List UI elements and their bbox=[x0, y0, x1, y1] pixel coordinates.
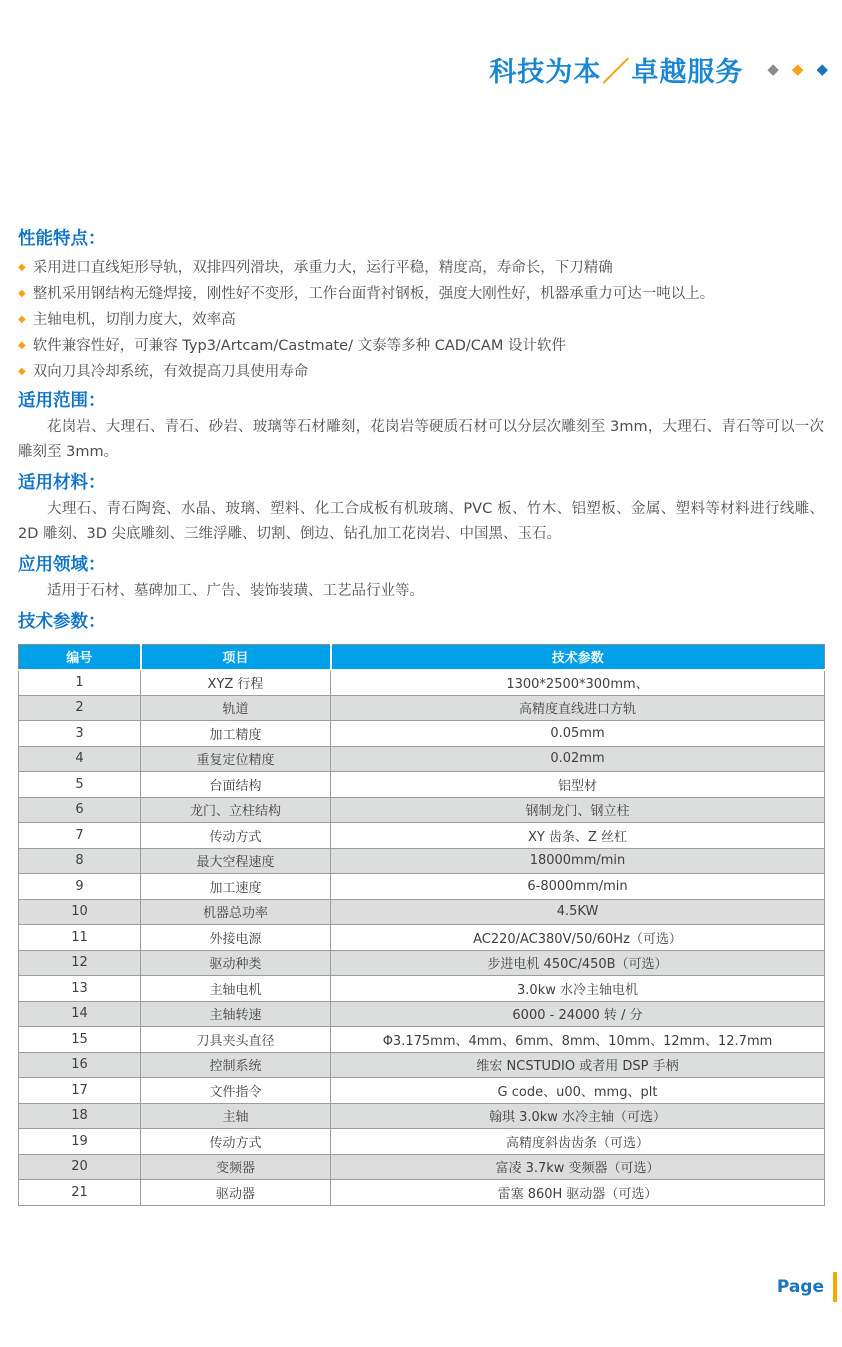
spec-table-row bbox=[19, 950, 825, 976]
applications-paragraph: 适用于石材、墓碑加工、广告、装饰装璜、工艺品行业等。 bbox=[47, 583, 424, 599]
spec-cell-item: 刀具夹头直径 bbox=[141, 1027, 331, 1053]
spec-cell-item: XYZ 行程 bbox=[141, 670, 331, 696]
spec-cell-value: 雷塞 860H 驱动器（可选） bbox=[331, 1180, 825, 1206]
title-right: 卓越服务 bbox=[631, 57, 744, 88]
spec-table-row bbox=[19, 925, 825, 951]
title-slash: ／ bbox=[602, 57, 631, 88]
section-heading-materials: 适用材料： bbox=[18, 473, 106, 493]
spec-cell-value: 4.5KW bbox=[331, 899, 825, 925]
spec-cell-number: 7 bbox=[19, 823, 141, 849]
spec-column-header: 编号 bbox=[19, 645, 141, 670]
spec-cell-number: 15 bbox=[19, 1027, 141, 1053]
scope-paragraph: 花岗岩、大理石、青石、砂岩、玻璃等石材雕刻，花岗岩等硬质石材可以分层次雕刻至 3mm，大理石、青石等可以一次雕刻至 3mm。 bbox=[18, 419, 824, 460]
feature-bullet bbox=[18, 334, 824, 360]
spec-table-row bbox=[19, 746, 825, 772]
feature-bullet bbox=[18, 308, 824, 334]
feature-bullet-text: 主轴电机，切削力度大，效率高 bbox=[32, 312, 236, 328]
spec-table-row bbox=[19, 772, 825, 798]
spec-cell-value: 6-8000mm/min bbox=[331, 874, 825, 900]
spec-cell-number: 1 bbox=[19, 670, 141, 696]
spec-cell-value: 3.0kw 水冷主轴电机 bbox=[331, 976, 825, 1002]
spec-cell-value: XY 齿条、Z 丝杠 bbox=[331, 823, 825, 849]
spec-cell-item: 轨道 bbox=[141, 695, 331, 721]
spec-table-row bbox=[19, 823, 825, 849]
spec-cell-item: 重复定位精度 bbox=[141, 746, 331, 772]
spec-cell-value: 1300*2500*300mm、 bbox=[331, 670, 825, 696]
spec-cell-item: 加工速度 bbox=[141, 874, 331, 900]
spec-cell-value: 富凌 3.7kw 变频器（可选） bbox=[331, 1154, 825, 1180]
spec-cell-item: 外接电源 bbox=[141, 925, 331, 951]
spec-cell-number: 4 bbox=[19, 746, 141, 772]
spec-cell-value: G code、u00、mmg、plt bbox=[331, 1078, 825, 1104]
section-heading-applications: 应用领域： bbox=[18, 555, 106, 575]
feature-bullet bbox=[18, 256, 824, 282]
spec-cell-number: 12 bbox=[19, 950, 141, 976]
feature-bullet-text: 双向刀具冷却系统，有效提高刀具使用寿命 bbox=[32, 364, 309, 380]
spec-cell-number: 21 bbox=[19, 1180, 141, 1206]
title-diamonds bbox=[767, 62, 828, 77]
bullet-diamond-icon: ◆ bbox=[18, 288, 26, 299]
spec-cell-number: 11 bbox=[19, 925, 141, 951]
spec-cell-number: 6 bbox=[19, 797, 141, 823]
spec-table bbox=[18, 644, 825, 1206]
spec-table-row bbox=[19, 1129, 825, 1155]
spec-cell-number: 18 bbox=[19, 1103, 141, 1129]
spec-cell-number: 5 bbox=[19, 772, 141, 798]
spec-cell-value: 0.05mm bbox=[331, 721, 825, 747]
spec-cell-number: 2 bbox=[19, 695, 141, 721]
materials-paragraph: 大理石、青石陶瓷、水晶、玻璃、塑料、化工合成板有机玻璃、PVC 板、竹木、铝塑板、金属、塑料等材料进行线雕、2D 雕刻、3D 尖底雕刻、三维浮雕、切割、倒边、钻孔加工花岗岩、中国黑、玉石。 bbox=[18, 501, 824, 542]
spec-cell-value: 0.02mm bbox=[331, 746, 825, 772]
spec-cell-value: 高精度斜齿齿条（可选） bbox=[331, 1129, 825, 1155]
bullet-diamond-icon: ◆ bbox=[18, 262, 26, 273]
spec-cell-value: 翰琪 3.0kw 水冷主轴（可选） bbox=[331, 1103, 825, 1129]
spec-cell-value: 维宏 NCSTUDIO 或者用 DSP 手柄 bbox=[331, 1052, 825, 1078]
spec-table-row bbox=[19, 874, 825, 900]
spec-cell-item: 文件指令 bbox=[141, 1078, 331, 1104]
spec-cell-value: 步进电机 450C/450B（可选） bbox=[331, 950, 825, 976]
spec-cell-item: 主轴转速 bbox=[141, 1001, 331, 1027]
spec-table-row bbox=[19, 797, 825, 823]
spec-cell-item: 控制系统 bbox=[141, 1052, 331, 1078]
spec-table-row bbox=[19, 670, 825, 696]
page-footer bbox=[777, 1272, 837, 1302]
spec-column-header: 技术参数 bbox=[331, 645, 825, 670]
spec-table-row bbox=[19, 848, 825, 874]
spec-cell-item: 驱动器 bbox=[141, 1180, 331, 1206]
spec-table-row bbox=[19, 1027, 825, 1053]
page-header bbox=[489, 50, 828, 89]
feature-bullet-text: 软件兼容性好，可兼容 Typ3/Artcam/Castmate/ 文泰等多种 CAD/CAM 设计软件 bbox=[32, 338, 566, 354]
spec-table-row bbox=[19, 1052, 825, 1078]
title-left: 科技为本 bbox=[489, 57, 602, 88]
spec-cell-item: 主轴 bbox=[141, 1103, 331, 1129]
spec-cell-value: AC220/AC380V/50/60Hz（可选） bbox=[331, 925, 825, 951]
bullet-diamond-icon: ◆ bbox=[18, 340, 26, 351]
bullet-diamond-icon: ◆ bbox=[18, 366, 26, 377]
spec-cell-value: Φ3.175mm、4mm、6mm、8mm、10mm、12mm、12.7mm bbox=[331, 1027, 825, 1053]
spec-cell-value: 6000 - 24000 转 / 分 bbox=[331, 1001, 825, 1027]
spec-table-header-row bbox=[19, 645, 825, 670]
bullet-diamond-icon: ◆ bbox=[18, 314, 26, 325]
diamond-orange-icon: ◆ bbox=[791, 60, 804, 78]
spec-cell-number: 3 bbox=[19, 721, 141, 747]
spec-table-row bbox=[19, 721, 825, 747]
feature-bullet bbox=[18, 360, 824, 386]
spec-table-row bbox=[19, 976, 825, 1002]
diamond-blue-icon: ◆ bbox=[816, 60, 828, 78]
spec-cell-number: 8 bbox=[19, 848, 141, 874]
spec-table-row bbox=[19, 1078, 825, 1104]
spec-cell-item: 最大空程速度 bbox=[141, 848, 331, 874]
spec-cell-value: 高精度直线进口方轨 bbox=[331, 695, 825, 721]
section-heading-scope: 适用范围： bbox=[18, 391, 106, 411]
section-heading-specs: 技术参数： bbox=[18, 612, 106, 632]
spec-cell-item: 机器总功率 bbox=[141, 899, 331, 925]
spec-cell-number: 20 bbox=[19, 1154, 141, 1180]
spec-table-row bbox=[19, 1180, 825, 1206]
spec-cell-number: 10 bbox=[19, 899, 141, 925]
spec-cell-number: 17 bbox=[19, 1078, 141, 1104]
footer-accent-bar-icon bbox=[833, 1272, 837, 1302]
spec-cell-item: 驱动种类 bbox=[141, 950, 331, 976]
spec-cell-value: 18000mm/min bbox=[331, 848, 825, 874]
spec-table-row bbox=[19, 1001, 825, 1027]
section-heading-features: 性能特点： bbox=[18, 229, 106, 249]
features-list bbox=[18, 256, 824, 386]
spec-table-head bbox=[19, 645, 825, 670]
spec-cell-number: 19 bbox=[19, 1129, 141, 1155]
spec-table-row bbox=[19, 695, 825, 721]
spec-cell-item: 加工精度 bbox=[141, 721, 331, 747]
spec-cell-value: 钢制龙门、钢立柱 bbox=[331, 797, 825, 823]
page-title bbox=[489, 50, 743, 89]
spec-cell-number: 14 bbox=[19, 1001, 141, 1027]
diamond-gray-icon: ◆ bbox=[767, 60, 779, 78]
spec-cell-item: 变频器 bbox=[141, 1154, 331, 1180]
spec-cell-item: 台面结构 bbox=[141, 772, 331, 798]
spec-cell-item: 龙门、立柱结构 bbox=[141, 797, 331, 823]
content bbox=[18, 227, 824, 1206]
feature-bullet bbox=[18, 282, 824, 308]
spec-cell-value: 铝型材 bbox=[331, 772, 825, 798]
spec-column-header: 项目 bbox=[141, 645, 331, 670]
feature-bullet-text: 采用进口直线矩形导轨，双排四列滑块，承重力大，运行平稳，精度高，寿命长，下刀精确 bbox=[32, 260, 613, 276]
spec-cell-number: 9 bbox=[19, 874, 141, 900]
spec-cell-item: 主轴电机 bbox=[141, 976, 331, 1002]
spec-table-row bbox=[19, 1103, 825, 1129]
spec-cell-item: 传动方式 bbox=[141, 823, 331, 849]
spec-cell-item: 传动方式 bbox=[141, 1129, 331, 1155]
page-label: Page bbox=[776, 1277, 824, 1297]
spec-table-body bbox=[19, 670, 825, 1206]
spec-cell-number: 13 bbox=[19, 976, 141, 1002]
spec-cell-number: 16 bbox=[19, 1052, 141, 1078]
spec-table-row bbox=[19, 1154, 825, 1180]
feature-bullet-text: 整机采用钢结构无缝焊接，刚性好不变形，工作台面背衬钢板，强度大刚性好，机器承重力可达一吨以上。 bbox=[32, 286, 715, 302]
spec-table-row bbox=[19, 899, 825, 925]
